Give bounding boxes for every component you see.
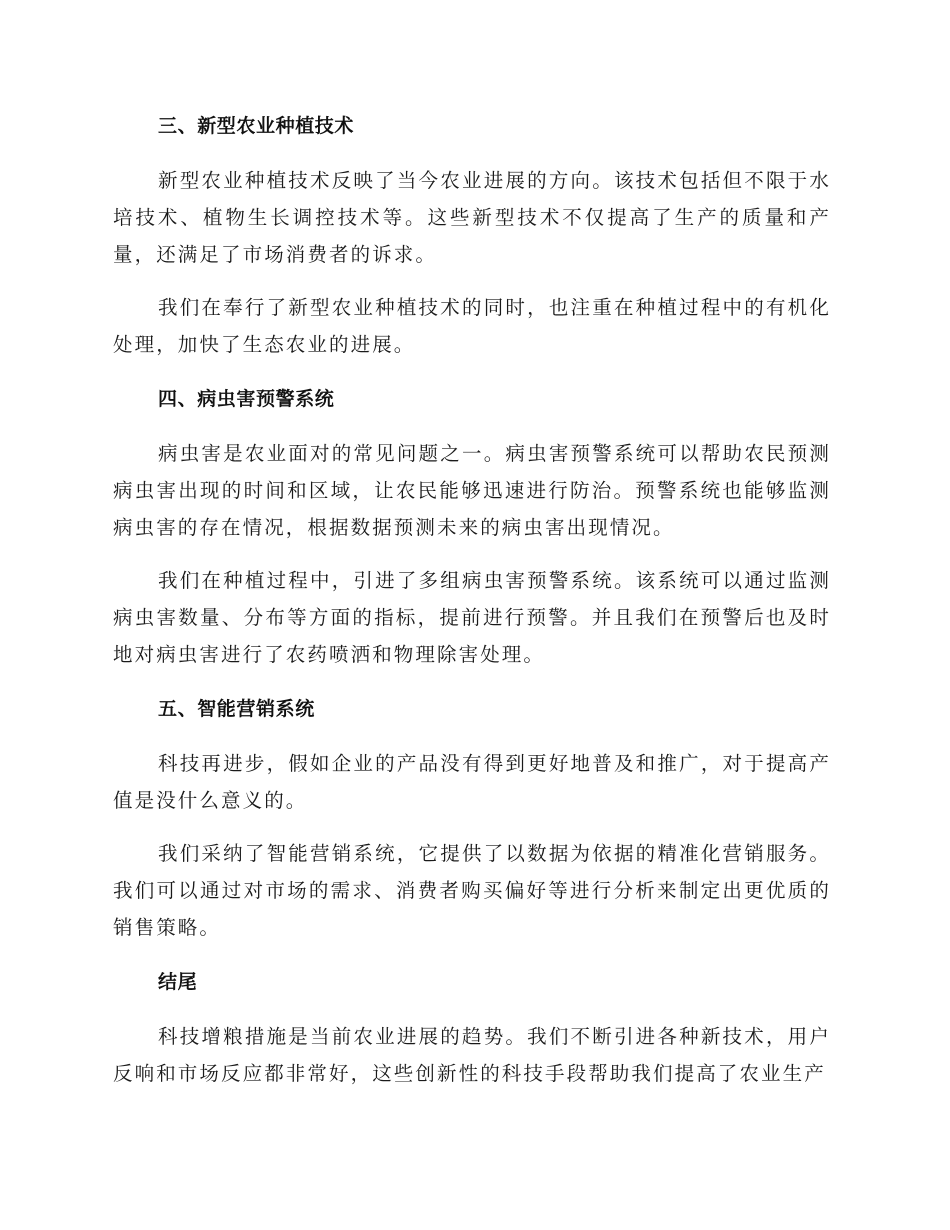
paragraph: 我们在奉行了新型农业种植技术的同时，也注重在种植过程中的有机化处理，加快了生态农业的进展。 — [113, 296, 831, 356]
document-body — [113, 106, 831, 1092]
paragraph: 新型农业种植技术反映了当今农业进展的方向。该技术包括但不限于水培技术、植物生长调控技术等。这些新型技术不仅提高了生产的质量和产量，还满足了市场消费者的诉求。 — [113, 169, 831, 266]
paragraph: 科技增粮措施是当前农业进展的趋势。我们不断引进各种新技术，用户反响和市场反应都非常好，这些创新性的科技手段帮助我们提高了农业生产 — [113, 1025, 831, 1085]
paragraph: 我们在种植过程中，引进了多组病虫害预警系统。该系统可以通过监测病虫害数量、分布等方面的指标，提前进行预警。并且我们在预警后也及时地对病虫害进行了农药喷洒和物理除害处理。 — [113, 569, 831, 666]
paragraph: 我们采纳了智能营销系统，它提供了以数据为依据的精准化营销服务。我们可以通过对市场的需求、消费者购买偏好等进行分析来制定出更优质的销售策略。 — [113, 842, 831, 939]
paragraph: 病虫害是农业面对的常见问题之一。病虫害预警系统可以帮助农民预测病虫害出现的时间和区域，让农民能够迅速进行防治。预警系统也能够监测病虫害的存在情况，根据数据预测未来的病虫害出现情况。 — [113, 442, 831, 539]
section-pest-warning-system — [113, 379, 831, 689]
section-heading: 三、新型农业种植技术 — [158, 115, 355, 137]
section-heading: 五、智能营销系统 — [158, 698, 315, 720]
section-conclusion — [113, 962, 831, 1092]
section-new-planting-tech — [113, 106, 831, 379]
section-smart-marketing-system — [113, 689, 831, 962]
section-heading: 结尾 — [158, 971, 198, 993]
paragraph: 科技再进步，假如企业的产品没有得到更好地普及和推广，对于提高产值是没什么意义的。 — [113, 752, 831, 812]
section-heading: 四、病虫害预警系统 — [158, 388, 335, 410]
